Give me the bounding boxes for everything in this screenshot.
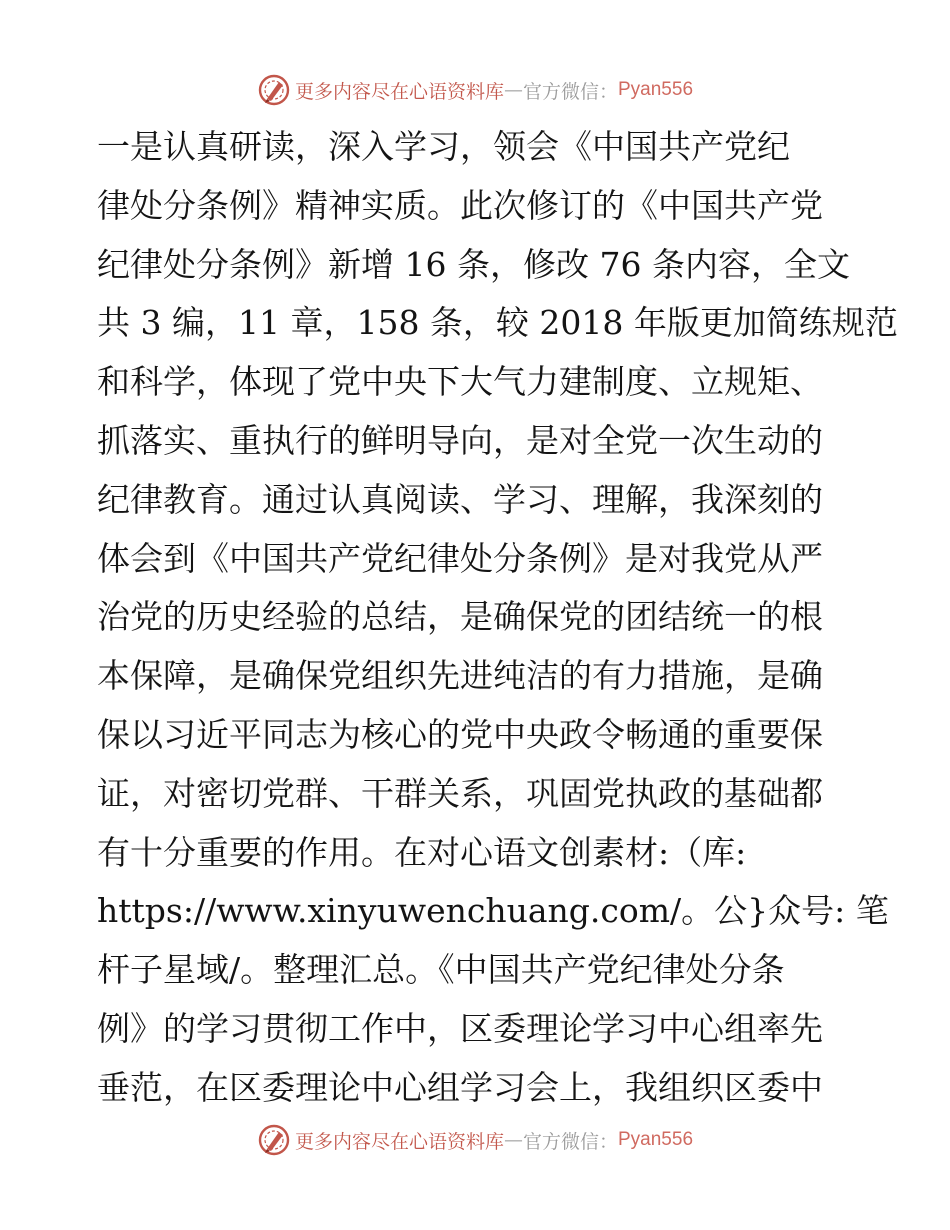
text-line: 一是认真研读，深入学习，领会《中国共产党纪	[97, 127, 790, 166]
pen-nib-circle-icon	[257, 1123, 291, 1157]
watermark-label: 官方微信：	[522, 1130, 618, 1153]
text-line: 纪律教育。通过认真阅读、学习、理解，我深刻的	[97, 479, 823, 519]
text-line: 证，对密切党群、干群关系，巩固党执政的基础都	[97, 773, 823, 813]
watermark-wechat-id: Pyan556	[618, 79, 694, 100]
text-line: 保以习近平同志为核心的党中央政令畅通的重要保	[97, 714, 823, 754]
text-line: https://www.xinyuwenchuang.com/。公}众号: 笔	[97, 891, 889, 931]
header-watermark	[0, 72, 950, 108]
text-line: 纪律处分条例》新增 16 条，修改 76 条内容，全文	[97, 244, 850, 284]
text-line: 例》的学习贯彻工作中，区委理论学习中心组率先	[97, 1008, 823, 1048]
text-line: 杆子星域/。整理汇总。《中国共产党纪律处分条	[97, 950, 785, 990]
text-line: 有十分重要的作用。在对心语文创素材:（库:	[97, 832, 747, 872]
watermark-wechat-id: Pyan556	[618, 1129, 694, 1150]
text-line: 垂范，在区委理论中心组学习会上，我组织区委中	[97, 1067, 823, 1107]
text-line: 治党的历史经验的总结，是确保党的团结统一的根	[97, 597, 823, 637]
text-line: 律处分条例》精神实质。此次修订的《中国共产党	[97, 185, 823, 225]
text-line: 本保障，是确保党组织先进纯洁的有力措施，是确	[97, 656, 823, 696]
text-line: 体会到《中国共产党纪律处分条例》是对我党从严	[97, 538, 823, 578]
watermark-brand: 更多内容尽在心语资料库	[294, 80, 504, 103]
text-line: 抓落实、重执行的鲜明导向，是对全党一次生动的	[97, 420, 823, 460]
text-line: 共 3 编，11 章，158 条，较 2018 年版更加简练规范	[97, 303, 898, 343]
footer-watermark	[0, 1122, 950, 1158]
pen-nib-circle-icon	[257, 73, 291, 107]
watermark-dash: —	[503, 1129, 523, 1151]
watermark-brand: 更多内容尽在心语资料库	[294, 1130, 504, 1153]
text-line: 和科学，体现了党中央下大气力建制度、立规矩、	[97, 362, 823, 402]
body-paragraph	[97, 118, 898, 1118]
watermark-label: 官方微信：	[522, 80, 618, 103]
watermark-dash: —	[503, 79, 523, 101]
